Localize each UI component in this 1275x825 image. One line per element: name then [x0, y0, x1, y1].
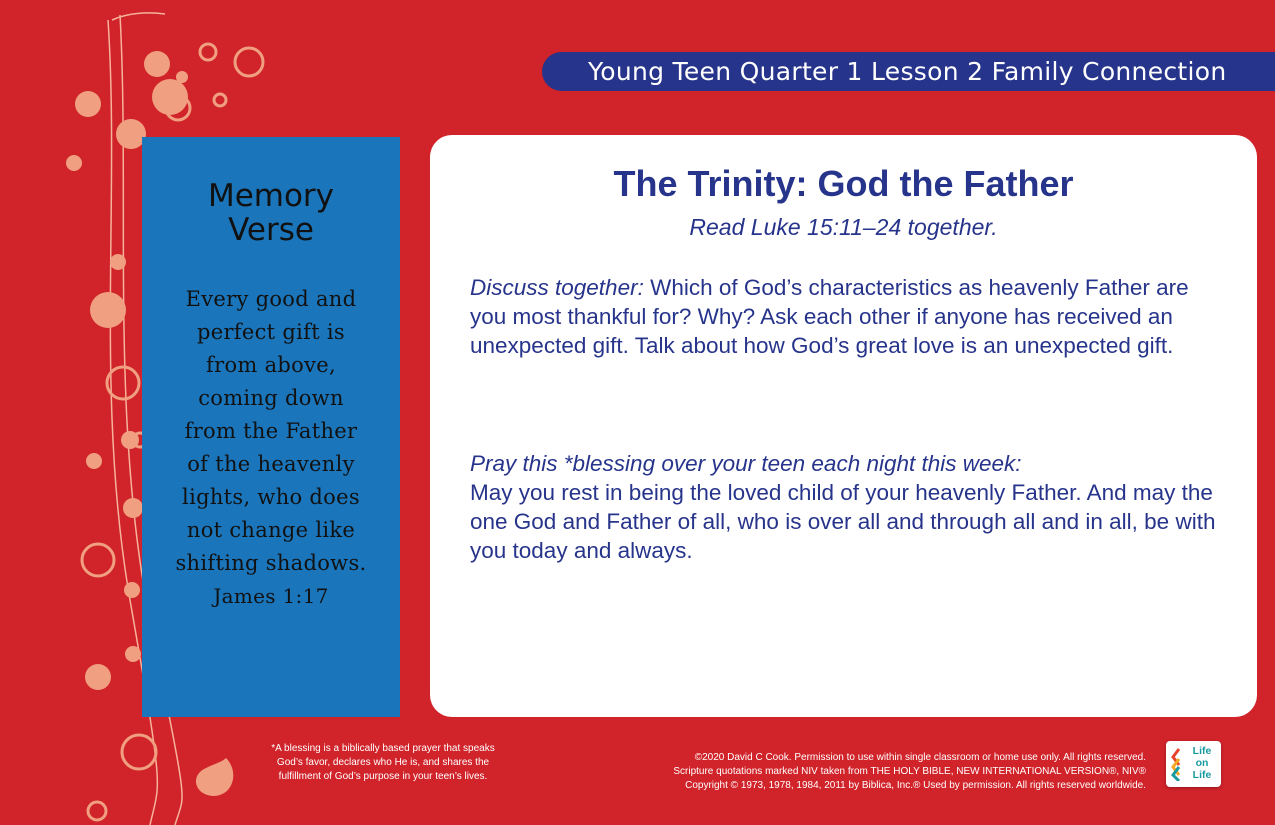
- copyright-notice: [560, 751, 1146, 793]
- lesson-subtitle: Read Luke 15:11–24 together.: [689, 214, 998, 240]
- blessing-footnote: [250, 742, 516, 784]
- discuss-lead: Discuss together:: [470, 275, 644, 300]
- footnote-line: fulfillment of God’s purpose in your teen’s lives.: [278, 771, 488, 782]
- verse-line: from above,: [206, 353, 336, 377]
- verse-line: coming down: [198, 386, 344, 410]
- verse-reference: James 1:17: [213, 584, 329, 608]
- prayer-lead: Pray this *blessing over your teen each night this week:: [470, 451, 1022, 476]
- discuss-paragraph: [470, 273, 1230, 360]
- memory-verse-heading-line: Memory: [207, 178, 335, 214]
- discuss-text: Which of God’s characteristics as heavenly Father are you most thankful for? Why? Ask each other if anyone has received an unexpected gift. Talk about how God’s great love is an unexpected gift.: [470, 275, 1189, 358]
- verse-line: of the heavenly: [187, 452, 355, 476]
- verse-line: lights, who does: [182, 485, 360, 509]
- lesson-title: The Trinity: God the Father: [613, 163, 1074, 204]
- verse-line: perfect gift is: [196, 320, 346, 344]
- memory-verse-panel: [142, 137, 400, 717]
- logo-text: [1186, 745, 1218, 781]
- copyright-line: Copyright © 1973, 1978, 1984, 2011 by Biblica, Inc.® Used by permission. All rights reserved worldwide.: [685, 780, 1146, 791]
- prayer-text: May you rest in being the loved child of your heavenly Father. And may the one God and Father of all, who is over all and through all and in all, be with you today and always.: [470, 480, 1216, 563]
- verse-line: from the Father: [184, 419, 358, 443]
- logo-text-line: Life: [1192, 745, 1212, 757]
- memory-verse-text: [142, 283, 400, 613]
- footnote-line: *A blessing is a biblically based prayer that speaks: [271, 743, 495, 754]
- footnote-line: God’s favor, declares who He is, and shares the: [276, 757, 490, 768]
- logo-text-line: on: [1195, 757, 1209, 769]
- life-on-life-logo: [1166, 741, 1221, 787]
- lesson-banner: Young Teen Quarter 1 Lesson 2 Family Connection: [542, 52, 1275, 91]
- verse-line: not change like: [186, 518, 356, 542]
- prayer-paragraph: [470, 449, 1230, 565]
- logo-mark-icon: [1170, 747, 1184, 781]
- verse-line: Every good and: [185, 287, 357, 311]
- memory-verse-heading: [142, 179, 400, 247]
- logo-text-line: Life: [1192, 769, 1212, 781]
- memory-verse-heading-line: Verse: [228, 212, 314, 248]
- verse-line: shifting shadows.: [175, 551, 367, 575]
- copyright-line: ©2020 David C Cook. Permission to use within single classroom or home use only. All rights reserved.: [694, 752, 1146, 763]
- copyright-line: Scripture quotations marked NIV taken from THE HOLY BIBLE, NEW INTERNATIONAL VERSION®, NIV®: [673, 766, 1146, 777]
